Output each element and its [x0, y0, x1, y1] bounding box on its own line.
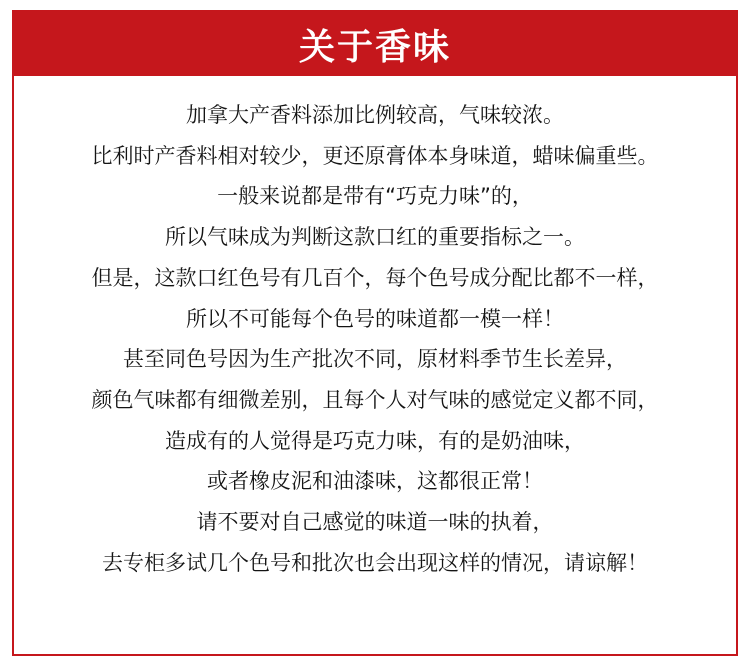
- notice-card: [12, 10, 738, 656]
- text-line: 甚至同色号因为生产批次不同，原材料季节生长差异，: [123, 347, 627, 372]
- text-line: 但是，这款口红色号有几百个，每个色号成分配比都不一样，: [91, 265, 659, 290]
- text-line: 一般来说都是带有“巧克力味”的，: [217, 184, 533, 209]
- text-line: 造成有的人觉得是巧克力味，有的是奶油味，: [165, 428, 585, 453]
- text-line: 去专柜多试几个色号和批次也会出现这样的情况，请谅解！: [102, 550, 648, 575]
- text-line: 比利时产香料相对较少，更还原膏体本身味道，蜡味偏重些。: [91, 143, 659, 168]
- text-line: 请不要对自己感觉的味道一味的执着，: [196, 510, 554, 535]
- text-line: 颜色气味都有细微差别，且每个人对气味的感觉定义都不同，: [91, 387, 659, 412]
- text-line: 或者橡皮泥和油漆味，这都很正常！: [207, 469, 543, 494]
- text-line: 加拿大产香料添加比例较高，气味较浓。: [186, 103, 564, 127]
- text-line: 所以不可能每个色号的味道都一模一样！: [186, 306, 564, 331]
- header-banner: [14, 12, 736, 76]
- page-title: 关于香味: [298, 26, 451, 68]
- text-line: 所以气味成为判断这款口红的重要指标之一。: [165, 225, 585, 250]
- notice-body: [14, 76, 736, 583]
